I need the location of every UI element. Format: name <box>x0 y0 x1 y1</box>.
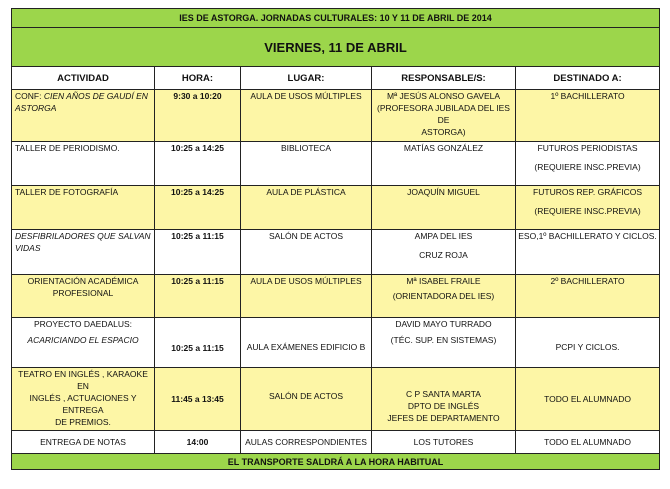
responsible-cell: LOS TUTORES <box>372 431 516 454</box>
responsible-cell: DAVID MAYO TURRADO (TÉC. SUP. EN SISTEMAS) <box>372 318 516 368</box>
audience-cell: ESO,1º BACHILLERATO Y CICLOS. <box>516 230 660 275</box>
place-cell: AULAS CORRESPONDIENTES <box>241 431 372 454</box>
time-cell: 9:30 a 10:20 <box>155 90 241 142</box>
audience-cell: FUTUROS REP. GRÁFICOS (REQUIERE INSC.PREVIA) <box>516 186 660 230</box>
activity-cell: ENTREGA DE NOTAS <box>12 431 155 454</box>
header-lugar: LUGAR: <box>241 67 372 90</box>
audience-cell: FUTUROS PERIODISTAS (REQUIERE INSC.PREVIA) <box>516 142 660 186</box>
table-row <box>12 90 660 142</box>
place-cell: SALÓN DE ACTOS <box>241 230 372 275</box>
responsible-cell: MATÍAS GONZÁLEZ <box>372 142 516 186</box>
place-cell: SALÓN DE ACTOS <box>241 368 372 431</box>
audience-cell: 2º BACHILLERATO <box>516 275 660 318</box>
time-cell: 10:25 a 14:25 <box>155 186 241 230</box>
time-cell: 10:25 a 11:15 <box>155 318 241 368</box>
activity-cell: ORIENTACIÓN ACADÉMICA PROFESIONAL <box>12 275 155 318</box>
time-cell: 10:25 a 14:25 <box>155 142 241 186</box>
table-row <box>12 230 660 275</box>
day-heading: VIERNES, 11 DE ABRIL <box>12 28 660 67</box>
audience-cell: 1º BACHILLERATO <box>516 90 660 142</box>
place-cell: AULA EXÁMENES EDIFICIO B <box>241 318 372 368</box>
activity-cell: TALLER DE FOTOGRAFÍA <box>12 186 155 230</box>
time-cell: 11:45 a 13:45 <box>155 368 241 431</box>
table-row <box>12 142 660 186</box>
responsible-cell: Mª JESÚS ALONSO GAVELA (PROFESORA JUBILADA DEL IES DE ASTORGA) <box>372 90 516 142</box>
activity-text: CONF: <box>15 91 44 101</box>
place-cell: AULA DE USOS MÚLTIPLES <box>241 90 372 142</box>
time-cell: 10:25 a 11:15 <box>155 275 241 318</box>
time-cell: 10:25 a 11:15 <box>155 230 241 275</box>
activity-text-italic: ASTORGA <box>15 103 57 113</box>
table-row <box>12 186 660 230</box>
header-responsable: RESPONSABLE/S: <box>372 67 516 90</box>
responsible-cell: JOAQUÍN MIGUEL <box>372 186 516 230</box>
activity-cell: PROYECTO DAEDALUS: ACARICIANDO EL ESPACIO <box>12 318 155 368</box>
activity-cell: TALLER DE PERIODISMO. <box>12 142 155 186</box>
responsible-cell: AMPA DEL IES CRUZ ROJA <box>372 230 516 275</box>
table-row <box>12 431 660 454</box>
place-cell: AULA DE USOS MÚLTIPLES <box>241 275 372 318</box>
header-destinado: DESTINADO A: <box>516 67 660 90</box>
time-cell: 14:00 <box>155 431 241 454</box>
activity-text-italic: CIEN AÑOS DE GAUDÍ EN <box>43 91 148 101</box>
footer-note: EL TRANSPORTE SALDRÁ A LA HORA HABITUAL <box>12 454 660 470</box>
audience-cell: TODO EL ALUMNADO <box>516 431 660 454</box>
activity-cell: DESFIBRILADORES QUE SALVAN VIDAS <box>12 230 155 275</box>
activity-cell <box>12 90 155 142</box>
responsible-cell: Mª ISABEL FRAILE (ORIENTADORA DEL IES) <box>372 275 516 318</box>
place-cell: BIBLIOTECA <box>241 142 372 186</box>
table-row <box>12 368 660 431</box>
responsible-cell: C P SANTA MARTA DPTO DE INGLÉS JEFES DE DEPARTAMENTO <box>372 368 516 431</box>
table-row <box>12 318 660 368</box>
document-title: IES DE ASTORGA. JORNADAS CULTURALES: 10 Y 11 DE ABRIL DE 2014 <box>12 9 660 28</box>
header-actividad: ACTIVIDAD <box>12 67 155 90</box>
place-cell: AULA DE PLÁSTICA <box>241 186 372 230</box>
schedule-table <box>11 8 660 470</box>
header-hora: HORA: <box>155 67 241 90</box>
activity-cell: TEATRO EN INGLÉS , KARAOKE EN INGLÉS , ACTUACIONES Y ENTREGA DE PREMIOS. <box>12 368 155 431</box>
audience-cell: TODO EL ALUMNADO <box>516 368 660 431</box>
audience-cell: PCPI Y CICLOS. <box>516 318 660 368</box>
table-row <box>12 275 660 318</box>
